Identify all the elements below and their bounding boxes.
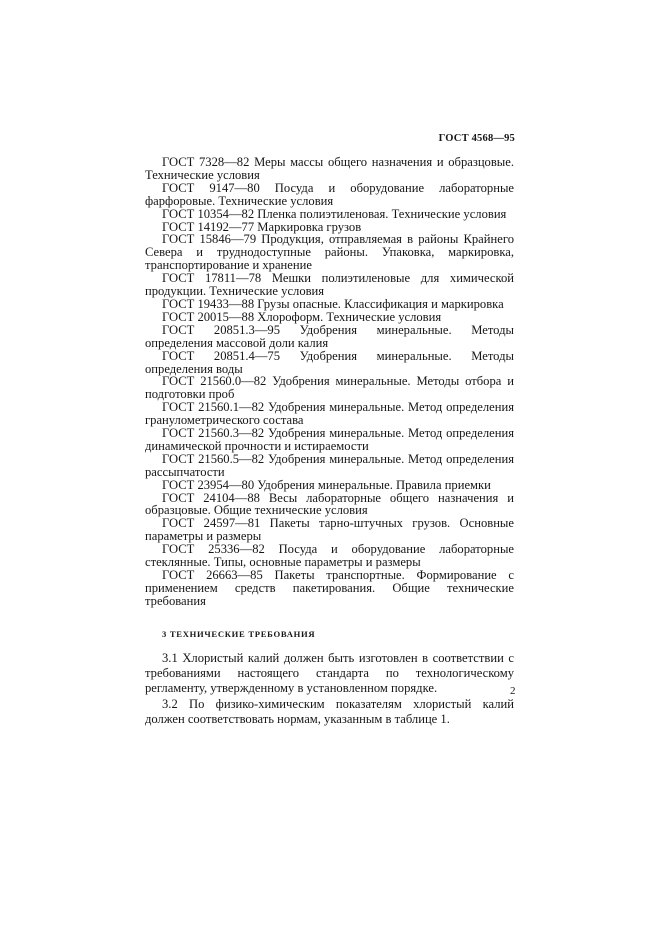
clause-paragraph: 3.2 По физико-химическим показателям хлористый калий должен соответствовать нормам, указанным в таблице 1. (145, 696, 514, 727)
clause-paragraph: 3.1 Хлористый калий должен быть изготовлен в соответствии с требованиями настоящего стандарта по технологическому регламенту, утвержденному в установленном порядке. (145, 650, 514, 696)
reference-item: ГОСТ 15846—79 Продукция, отправляемая в районы Крайнего Севера и труднодоступные районы. Упаковка, маркировка, транспортирование и хранение (145, 232, 514, 273)
page-header-doc-code: ГОСТ 4568—95 (438, 133, 515, 144)
reference-item: ГОСТ 20851.3—95 Удобрения минеральные. Методы определения массовой доли калия (145, 322, 514, 350)
reference-item: ГОСТ 20015—88 Хлороформ. Технические условия (162, 309, 442, 324)
reference-item: ГОСТ 21560.5—82 Удобрения минеральные. Метод определения рассыпчатости (145, 451, 514, 479)
reference-item: ГОСТ 24597—81 Пакеты тарно-штучных грузов. Основные параметры и размеры (145, 516, 514, 544)
reference-item: ГОСТ 24104—88 Весы лабораторные общего назначения и образцовые. Общие технические условия (145, 490, 514, 518)
reference-item: ГОСТ 25336—82 Посуда и оборудование лабораторные стеклянные. Типы, основные параметры и размеры (145, 542, 514, 570)
reference-item: ГОСТ 19433—88 Грузы опасные. Классификация и маркировка (162, 296, 504, 311)
section-heading: 3 ТЕХНИЧЕСКИЕ ТРЕБОВАНИЯ (162, 628, 316, 639)
reference-item: ГОСТ 7328—82 Меры массы общего назначения и образцовые. Технические условия (145, 155, 514, 182)
reference-item: ГОСТ 21560.0—82 Удобрения минеральные. Методы отбора и подготовки проб (145, 374, 514, 402)
reference-item: ГОСТ 26663—85 Пакеты транспортные. Формирование с применением средств пакетирования. Общие технические требования (145, 568, 514, 608)
reference-item: ГОСТ 10354—82 Пленка полиэтиленовая. Технические условия (162, 206, 507, 221)
reference-item: ГОСТ 23954—80 Удобрения минеральные. Правила приемки (162, 477, 491, 492)
reference-item: ГОСТ 21560.1—82 Удобрения минеральные. Метод определения гранулометрического состава (145, 400, 514, 428)
reference-item: ГОСТ 21560.3—82 Удобрения минеральные. Метод определения динамической прочности и истираемости (145, 426, 514, 453)
reference-item: ГОСТ 9147—80 Посуда и оборудование лабораторные фарфоровые. Технические условия (145, 180, 514, 208)
page-number: 2 (510, 685, 516, 697)
reference-item: ГОСТ 17811—78 Мешки полиэтиленовые для химической продукции. Технические условия (145, 271, 514, 299)
document-body (145, 156, 514, 728)
reference-item: ГОСТ 14192—77 Маркировка грузов (162, 219, 362, 234)
reference-item: ГОСТ 20851.4—75 Удобрения минеральные. Методы определения воды (145, 348, 514, 376)
